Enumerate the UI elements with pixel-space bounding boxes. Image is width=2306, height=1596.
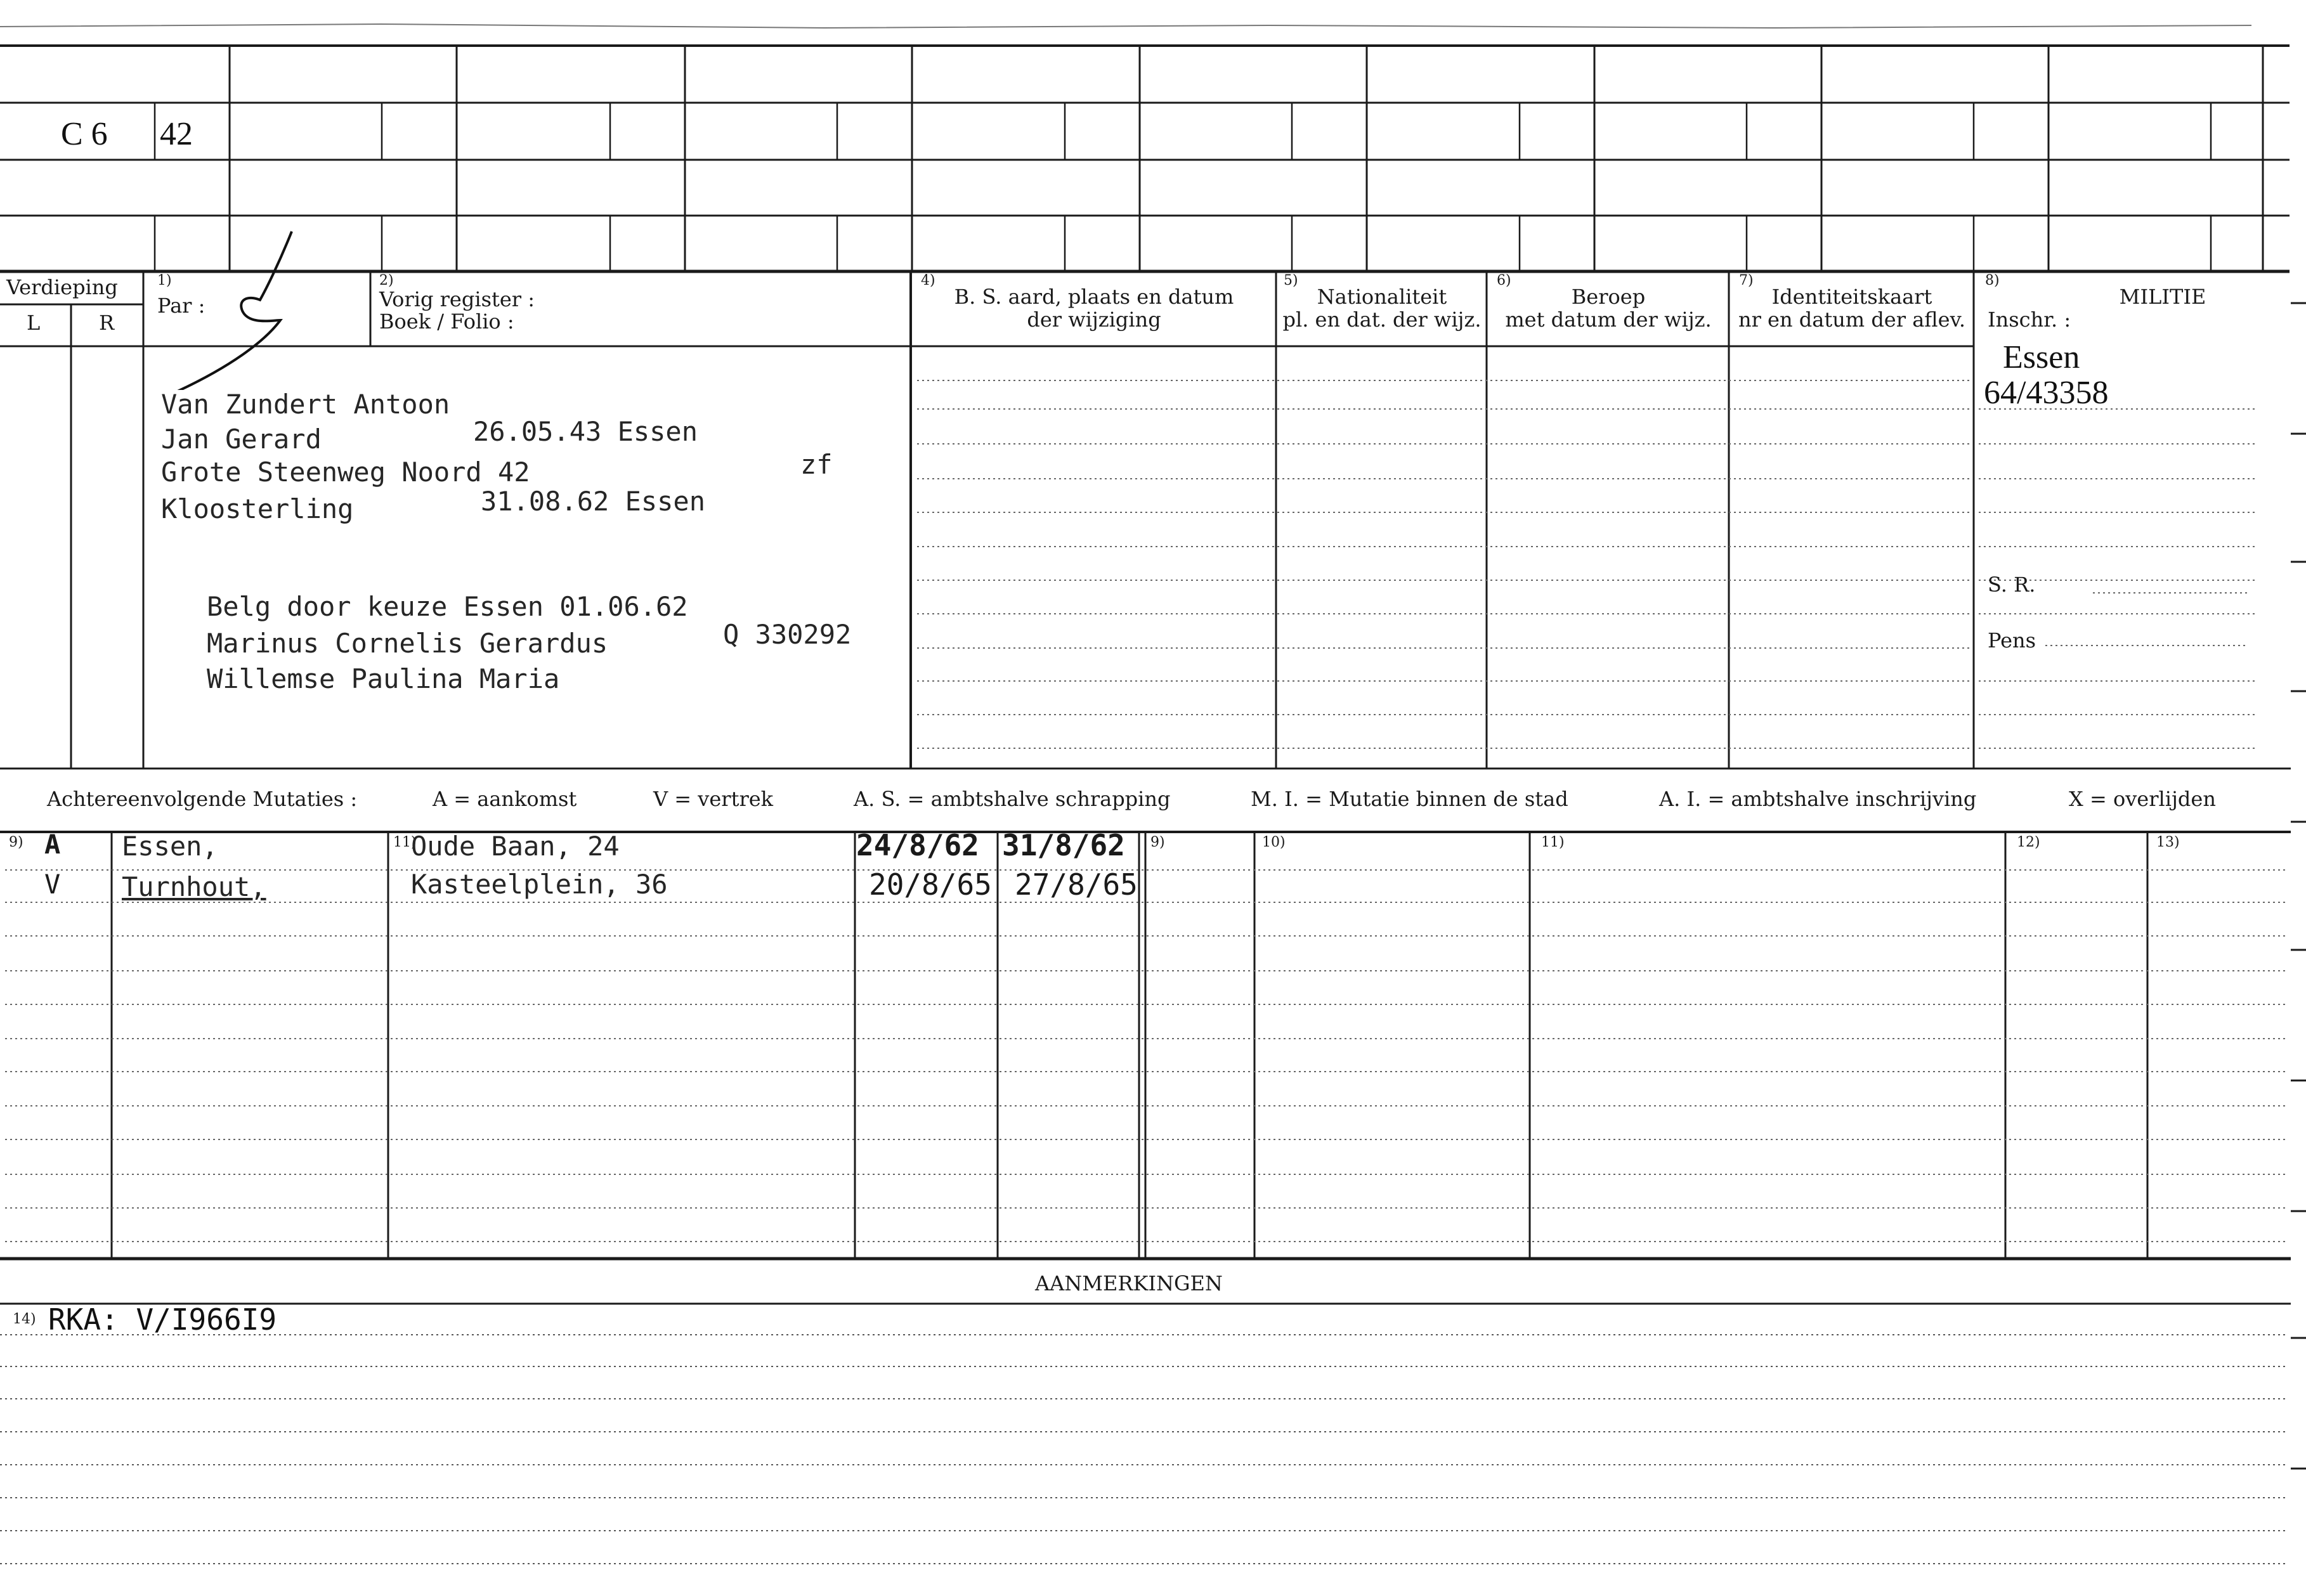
person-street: Grote Steenweg Noord 42 [161, 457, 530, 488]
top-grid-code: C 6 [61, 116, 108, 152]
mutation-address: Oude Baan, 24 [411, 831, 620, 862]
person-occupation: Kloosterling [161, 493, 354, 524]
identiteit-header-line2: nr en datum der aflev. [1738, 308, 1966, 332]
legend-ai: A. I. = ambtshalve inschrijving [1659, 787, 1977, 811]
mutation-type: V [44, 869, 61, 900]
note-14: 14) [13, 1311, 36, 1327]
mutation-date-1: 24/8/62 [856, 828, 979, 862]
person-name: Van Zundert Antoon [161, 389, 450, 420]
bs-header-line2: der wijziging [1027, 308, 1161, 332]
inschr-label: Inschr. : [1988, 308, 2071, 332]
note-13: 13) [2156, 834, 2180, 850]
legend-as: A. S. = ambtshalve schrapping [854, 787, 1171, 811]
nationaliteit-header-line1: Nationaliteit [1317, 285, 1447, 309]
note-2: 2) [379, 273, 394, 289]
note-11-right: 11) [1541, 834, 1565, 850]
par-label: Par : [157, 294, 205, 318]
note-5: 5) [1284, 273, 1298, 289]
note-4: 4) [921, 273, 935, 289]
legend-label: Achtereenvolgende Mutaties : [47, 787, 358, 811]
note-9: 9) [9, 834, 23, 850]
person-nationality: Belg door keuze Essen 01.06.62 [207, 591, 688, 622]
mutation-address: Kasteelplein, 36 [411, 869, 668, 900]
mutation-date-2: 27/8/65 [1015, 867, 1138, 902]
beroep-header-line2: met datum der wijz. [1505, 308, 1712, 332]
person-mark: zf [800, 449, 833, 480]
mutation-date-2: 31/8/62 [1002, 828, 1125, 862]
mutation-type: A [44, 829, 61, 860]
identiteit-header-line1: Identiteitskaart [1771, 285, 1932, 309]
note-7: 7) [1739, 273, 1754, 289]
legend-x: X = overlijden [2069, 787, 2216, 811]
legend-a: A = aankomst [433, 787, 577, 811]
note-11-address: 11) [393, 834, 417, 850]
note-9-right: 9) [1150, 834, 1165, 850]
militie-number: 64/43358 [1984, 375, 2109, 411]
legend-v: V = vertrek [653, 787, 774, 811]
militie-header: MILITIE [2119, 285, 2206, 309]
person-father: Marinus Cornelis Gerardus [207, 628, 608, 659]
mutation-place: Turnhout, [122, 871, 266, 902]
nationaliteit-header-line2: pl. en dat. der wijz. [1282, 308, 1482, 332]
bs-header-line1: B. S. aard, plaats en datum [954, 285, 1234, 309]
note-8: 8) [1985, 273, 2000, 289]
legend-mi: M. I. = Mutatie binnen de stad [1251, 787, 1568, 811]
vorig-register-label: Vorig register : [379, 287, 535, 311]
militie-place: Essen [2003, 339, 2080, 375]
top-grid-number: 42 [160, 116, 193, 152]
person-id-number: Q 330292 [723, 619, 852, 650]
verdieping-label: Verdieping [6, 275, 118, 299]
remarks-text: RKA: V/I966I9 [48, 1302, 277, 1337]
person-registered: 31.08.62 Essen [481, 486, 706, 517]
person-given-names: Jan Gerard [161, 424, 322, 455]
beroep-header-line1: Beroep [1571, 285, 1646, 309]
note-12: 12) [2017, 834, 2040, 850]
floor-left-label: L [27, 311, 41, 335]
person-birth: 26.05.43 Essen [473, 416, 698, 447]
note-10: 10) [1262, 834, 1286, 850]
mutation-date-1: 20/8/65 [869, 867, 992, 902]
sr-label: S. R. [1988, 573, 2036, 597]
remarks-title: AANMERKINGEN [1035, 1271, 1223, 1295]
floor-right-label: R [99, 311, 115, 335]
boek-folio-label: Boek / Folio : [379, 309, 514, 334]
note-6: 6) [1497, 273, 1511, 289]
pens-label: Pens [1988, 628, 2036, 652]
mutation-place: Essen, [122, 831, 218, 862]
person-mother: Willemse Paulina Maria [207, 663, 560, 694]
note-1: 1) [157, 273, 172, 289]
